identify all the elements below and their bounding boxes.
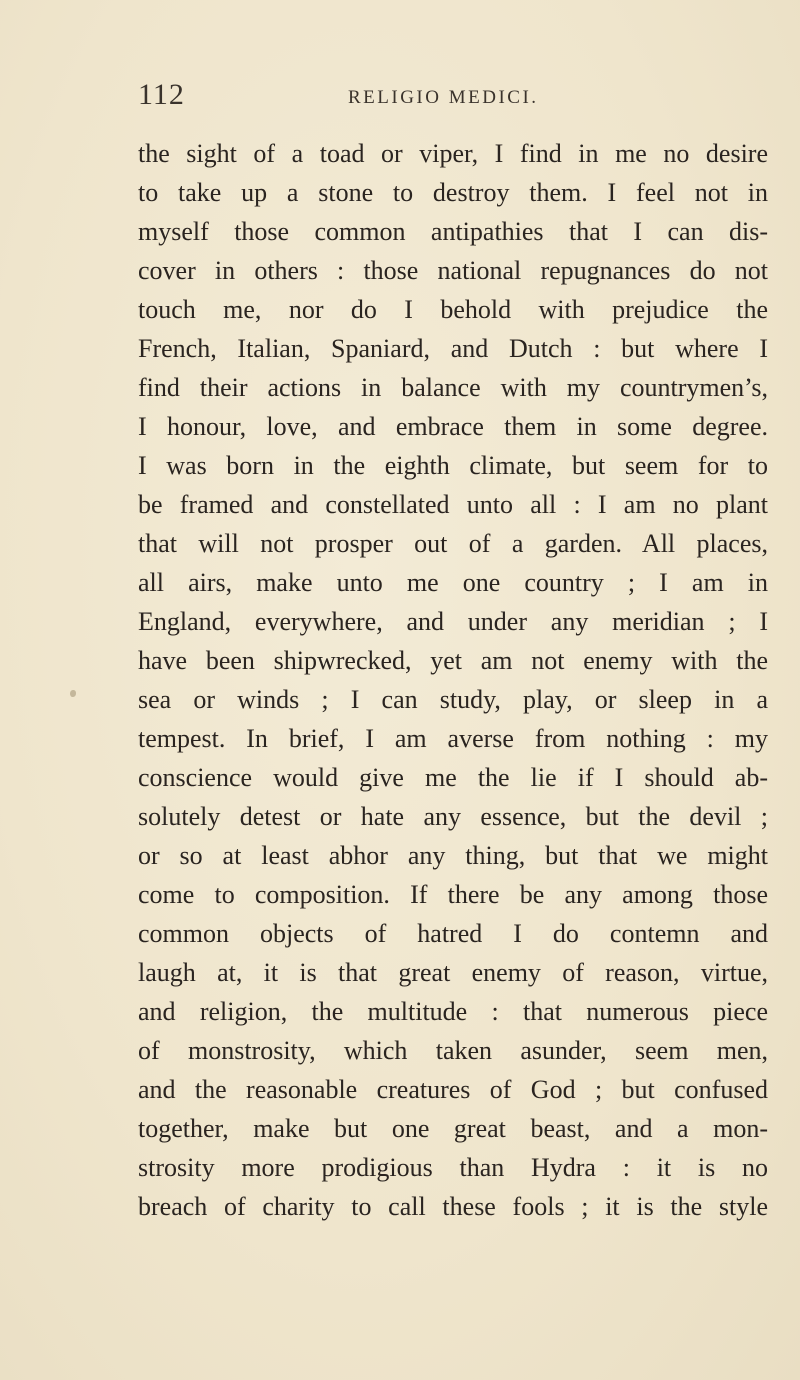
text-line: conscience would give me the lie if I should ab- [138, 763, 768, 792]
text-line: I was born in the eighth climate, but seem for to [138, 451, 768, 480]
text-line: and the reasonable creatures of God ; but confused [138, 1075, 768, 1104]
text-line: tempest. In brief, I am averse from nothing : my [138, 724, 768, 753]
text-line: of monstrosity, which taken asunder, seem men, [138, 1036, 768, 1065]
text-line: sea or winds ; I can study, play, or sleep in a [138, 685, 768, 714]
page-number: 112 [138, 78, 185, 111]
text-line: strosity more prodigious than Hydra : it is no [138, 1153, 768, 1182]
text-line: to take up a stone to destroy them. I feel not in [138, 178, 768, 207]
text-line: all airs, make unto me one country ; I am in [138, 568, 768, 597]
body-text [138, 134, 768, 1226]
text-line: cover in others : those national repugnances do not [138, 256, 768, 285]
text-line: the sight of a toad or viper, I find in me no desire [138, 139, 768, 168]
text-line: be framed and constellated unto all : I am no plant [138, 490, 768, 519]
text-line: come to composition. If there be any among those [138, 880, 768, 909]
text-line: that will not prosper out of a garden. All places, [138, 529, 768, 558]
text-line: myself those common antipathies that I can dis- [138, 217, 768, 246]
text-line: together, make but one great beast, and a mon- [138, 1114, 768, 1143]
text-line: have been shipwrecked, yet am not enemy with the [138, 646, 768, 675]
text-line: breach of charity to call these fools ; it is the style [138, 1192, 768, 1221]
text-line: laugh at, it is that great enemy of reason, virtue, [138, 958, 768, 987]
text-line: I honour, love, and embrace them in some degree. [138, 412, 768, 441]
text-line: French, Italian, Spaniard, and Dutch : but where I [138, 334, 768, 363]
text-line: find their actions in balance with my countrymen’s, [138, 373, 768, 402]
text-line: solutely detest or hate any essence, but the devil ; [138, 802, 768, 831]
running-head [138, 78, 768, 118]
text-line: touch me, nor do I behold with prejudice the [138, 295, 768, 324]
text-line: England, everywhere, and under any meridian ; I [138, 607, 768, 636]
running-title: RELIGIO MEDICI. [348, 87, 539, 108]
paper-speck [70, 690, 76, 697]
text-line: or so at least abhor any thing, but that we might [138, 841, 768, 870]
text-line: common objects of hatred I do contemn and [138, 919, 768, 948]
text-line: and religion, the multitude : that numerous piece [138, 997, 768, 1026]
